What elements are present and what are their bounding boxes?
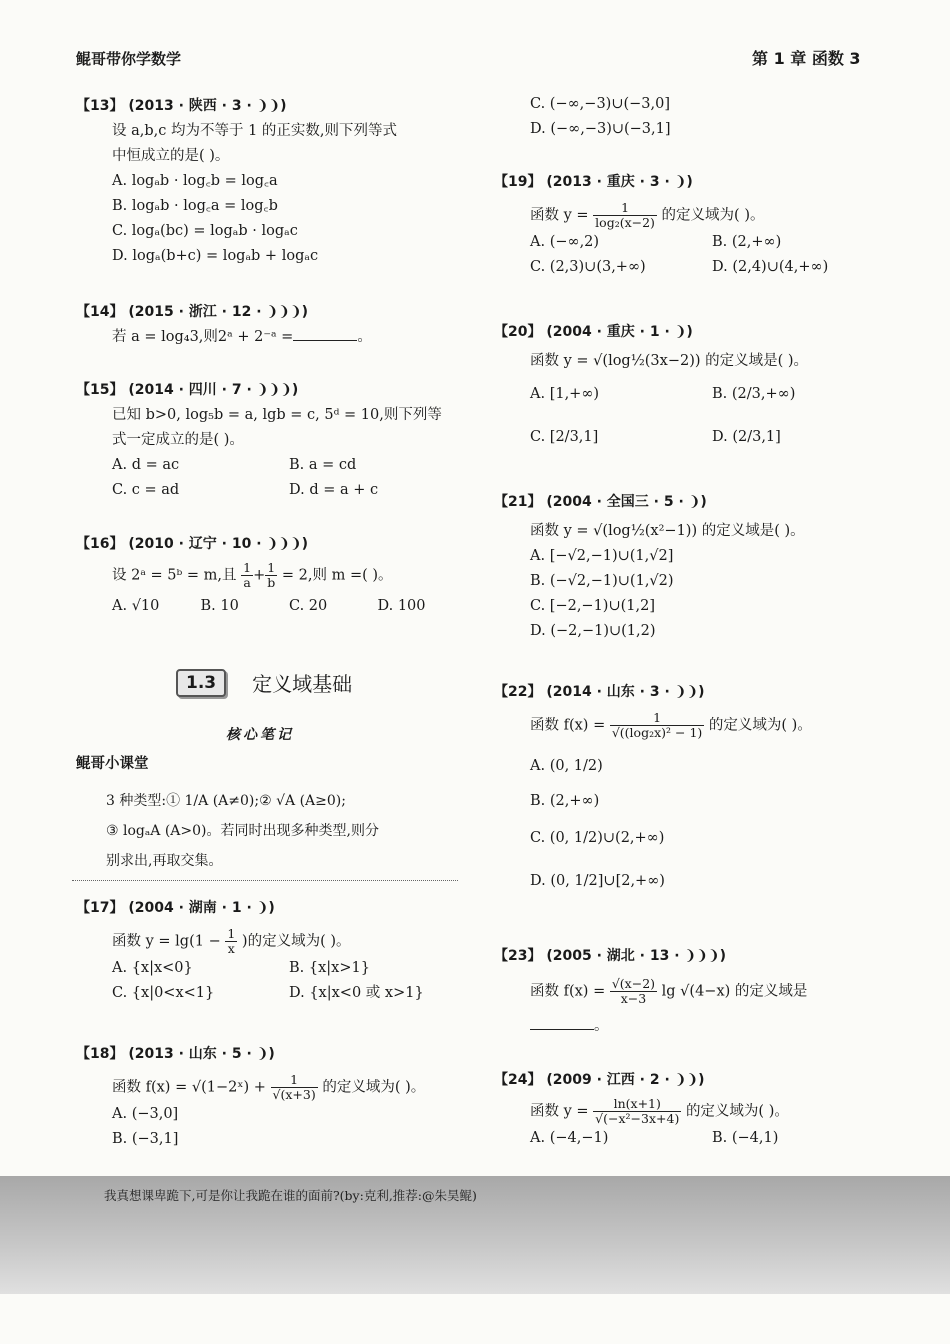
fraction <box>593 1097 681 1126</box>
option-b: B. (2/3,+∞) <box>712 386 796 402</box>
note-line: 别求出,再取交集。 <box>106 853 223 869</box>
options-row <box>112 956 466 981</box>
option-a: A. [1,+∞) <box>530 386 600 402</box>
question-19 <box>494 170 894 280</box>
question-stem <box>112 927 466 956</box>
question-head: 【19】 (2013 · 重庆 · 3 · ❩) <box>494 174 693 190</box>
option-b: B. a = cd <box>289 457 357 473</box>
question-16 <box>76 532 466 619</box>
stem-text: 的定义域为( )。 <box>685 1103 789 1120</box>
stem-text: 的定义域为( )。 <box>322 1079 426 1096</box>
header-left: 鲲哥带你学数学 <box>76 50 182 68</box>
numerator: √(x−2) <box>611 976 656 991</box>
answer-blank <box>293 326 357 341</box>
option-b: B. (−4,1) <box>712 1130 779 1146</box>
fraction <box>225 927 237 956</box>
question-stem: 设 2ᵃ = 5ᵇ = m,且 $\frac{1}{a}$ + $\frac{1}{b}$ = 2,则 m =( )。 <box>112 560 393 590</box>
options-row <box>112 981 466 1006</box>
stem-text: 设 2ᵃ = 5ᵇ = m,且 <box>112 567 237 584</box>
question-21 <box>494 490 894 644</box>
question-18 <box>76 1042 476 1152</box>
option-b: B. (2,+∞) <box>530 793 600 809</box>
question-20 <box>494 320 894 450</box>
denominator: a <box>243 575 251 590</box>
option-d: D. (−2,−1)∪(1,2) <box>530 623 656 639</box>
section-subtitle: 核心笔记 <box>226 727 294 743</box>
question-stem: 中恒成立的是( )。 <box>112 148 230 164</box>
question-stem: 函数 y = √(log½(3x−2)) 的定义域是( )。 <box>530 353 809 369</box>
question-14 <box>76 300 466 350</box>
fraction <box>593 201 657 230</box>
question-stem <box>112 1073 476 1102</box>
question-head: 【16】 (2010 · 辽宁 · 10 · ❩❩❩) <box>76 536 308 552</box>
question-stem: 式一定成立的是( )。 <box>112 432 244 448</box>
option-a: A. (−∞,2) <box>530 234 600 250</box>
option-d: D. logₐ(b+c) = logₐb + logₐc <box>112 248 319 264</box>
question-stem: 设 a,b,c 均为不等于 1 的正实数,则下列等式 <box>112 123 398 139</box>
option-c: C. [2/3,1] <box>530 429 599 445</box>
option-c: C. (0, 1/2)∪(2,+∞) <box>530 830 665 846</box>
stem-text: 的定义域为( )。 <box>661 207 765 224</box>
option-c: C. [−2,−1)∪(1,2] <box>530 598 655 614</box>
option-a: A. (−3,0] <box>112 1106 179 1122</box>
question-stem <box>530 201 894 230</box>
option-a: A. d = ac <box>112 457 180 473</box>
option-b: B. (−√2,−1)∪(1,√2) <box>530 573 674 589</box>
question-head: 【17】 (2004 · 湖南 · 1 · ❩) <box>76 900 275 916</box>
question-stem <box>530 977 894 1006</box>
stem-text: 函数 f(x) = <box>530 983 606 1000</box>
question-13 <box>76 94 466 269</box>
question-18-continued <box>494 92 894 142</box>
option-d: D. d = a + c <box>289 482 379 498</box>
option-a: A. logₐb · log꜀b = log꜀a <box>112 173 278 189</box>
question-17 <box>76 896 466 1006</box>
stem-text: 函数 f(x) = <box>530 717 606 734</box>
stem-text: 函数 f(x) = √(1−2ˣ) + <box>112 1079 266 1096</box>
option-c: C. {x|0<x<1} <box>112 985 215 1001</box>
question-22 <box>494 680 894 894</box>
option-d: D. (2/3,1] <box>712 429 781 445</box>
question-head: 【14】 (2015 · 浙江 · 12 · ❩❩❩) <box>76 304 308 320</box>
numerator: 1 <box>593 201 657 216</box>
numerator: 1 <box>610 711 704 726</box>
section-number: 1.3 <box>176 669 226 697</box>
denominator: √(x+3) <box>272 1087 316 1102</box>
stem-end: 。 <box>357 329 372 345</box>
options-row <box>530 382 894 407</box>
stem-end: 。 <box>594 1018 609 1034</box>
stem-text: 若 a = log₄3,则2ᵃ + 2⁻ᵃ = <box>112 329 294 345</box>
denominator: x <box>227 941 235 956</box>
stem-text: 函数 y = lg(1 − <box>112 933 221 950</box>
denominator: x−3 <box>620 991 647 1006</box>
option-d: D. 100 <box>377 598 426 614</box>
option-b: B. logₐb · log꜀a = log꜀b <box>112 198 278 214</box>
stem-text: )的定义域为( )。 <box>241 933 351 950</box>
question-stem <box>530 1097 894 1126</box>
option-b: B. 10 <box>200 598 239 614</box>
options-row <box>530 425 894 450</box>
option-a: A. (−4,−1) <box>530 1130 609 1146</box>
section-heading <box>176 668 352 697</box>
option-d: D. {x|x<0 或 x>1} <box>289 985 424 1001</box>
options-row <box>112 478 466 503</box>
question-stem: 已知 b>0, log₅b = a, lgb = c, 5ᵈ = 10,则下列等 <box>112 407 442 423</box>
question-head: 【13】 (2013 · 陕西 · 3 · ❩❩) <box>76 98 287 114</box>
answer-blank <box>530 1015 594 1030</box>
option-a: A. √10 <box>112 598 160 614</box>
option-b: B. (2,+∞) <box>712 234 782 250</box>
option-b: B. (−3,1] <box>112 1131 179 1147</box>
stem-text: lg √(4−x) 的定义域是 <box>661 983 808 1000</box>
question-head: 【22】 (2014 · 山东 · 3 · ❩❩) <box>494 684 705 700</box>
note-line: 3 种类型:① 1/A (A≠0);② √A (A≥0); <box>106 793 346 809</box>
stem-text: 函数 y = <box>530 207 589 224</box>
class-notes <box>106 786 456 876</box>
question-24 <box>494 1068 894 1151</box>
option-c: C. 20 <box>289 598 328 614</box>
option-a: A. [−√2,−1)∪(1,√2] <box>530 548 674 564</box>
fraction <box>610 977 657 1006</box>
question-head: 【24】 (2009 · 江西 · 2 · ❩❩) <box>494 1072 705 1088</box>
answer-line <box>530 1014 894 1039</box>
option-a: A. {x|x<0} <box>112 960 193 976</box>
numerator: 1 <box>227 926 236 941</box>
numerator: ln(x+1) <box>593 1097 681 1112</box>
question-head: 【21】 (2004 · 全国三 · 5 · ❩) <box>494 494 707 510</box>
option-a: A. (0, 1/2) <box>530 758 603 774</box>
divider <box>72 880 458 881</box>
footer-quote: 我真想课卑跪下,可是你让我跪在谁的面前?(by:克利,推荐:@朱昊鲲) <box>104 1188 477 1203</box>
option-d: D. (2,4)∪(4,+∞) <box>712 259 829 275</box>
note-line: ③ logₐA (A>0)。若同时出现多种类型,则分 <box>106 823 379 839</box>
numerator: 1 <box>243 560 252 575</box>
option-d: D. (0, 1/2]∪[2,+∞) <box>530 873 665 889</box>
denominator: √((log₂x)² − 1) <box>611 725 703 740</box>
options-row <box>112 453 466 478</box>
question-head: 【20】 (2004 · 重庆 · 1 · ❩) <box>494 324 693 340</box>
question-head: 【23】 (2005 · 湖北 · 13 · ❩❩❩) <box>494 948 726 964</box>
option-d: D. (−∞,−3)∪(−3,1] <box>530 121 671 137</box>
option-b: B. {x|x>1} <box>289 960 370 976</box>
option-c: C. (2,3)∪(3,+∞) <box>530 259 646 275</box>
denominator: b <box>267 575 276 590</box>
stem-text: 函数 y = <box>530 1103 589 1120</box>
stem-text: 的定义域为( )。 <box>708 717 812 734</box>
fraction <box>241 561 253 590</box>
option-c: C. logₐ(bc) = logₐb · logₐc <box>112 223 298 239</box>
question-23 <box>494 944 894 1039</box>
numerator: 1 <box>271 1073 318 1088</box>
question-15 <box>76 378 466 503</box>
option-c: C. c = ad <box>112 482 180 498</box>
options-row <box>530 230 894 255</box>
option-c: C. (−∞,−3)∪(−3,0] <box>530 96 670 112</box>
numerator: 1 <box>265 561 277 576</box>
options-row <box>530 255 894 280</box>
question-head: 【15】 (2014 · 四川 · 7 · ❩❩❩) <box>76 382 299 398</box>
fraction <box>265 561 277 590</box>
class-title: 鲲哥小课堂 <box>76 756 149 772</box>
footer-band <box>0 1176 950 1294</box>
question-head: 【18】 (2013 · 山东 · 5 · ❩) <box>76 1046 275 1062</box>
fraction <box>271 1073 318 1102</box>
question-stem <box>530 711 894 740</box>
denominator: log₂(x−2) <box>595 215 655 230</box>
section-title: 定义域基础 <box>252 672 353 696</box>
denominator: √(−x²−3x+4) <box>595 1111 680 1126</box>
question-stem: 函数 y = √(log½(x²−1)) 的定义域是( )。 <box>530 523 805 539</box>
question-stem <box>112 325 466 350</box>
header-right: 第 1 章 函数 3 <box>752 49 861 68</box>
options-row <box>112 594 466 619</box>
stem-text: = 2,则 m =( )。 <box>281 567 393 584</box>
options-row <box>530 1126 894 1151</box>
fraction <box>610 711 704 740</box>
